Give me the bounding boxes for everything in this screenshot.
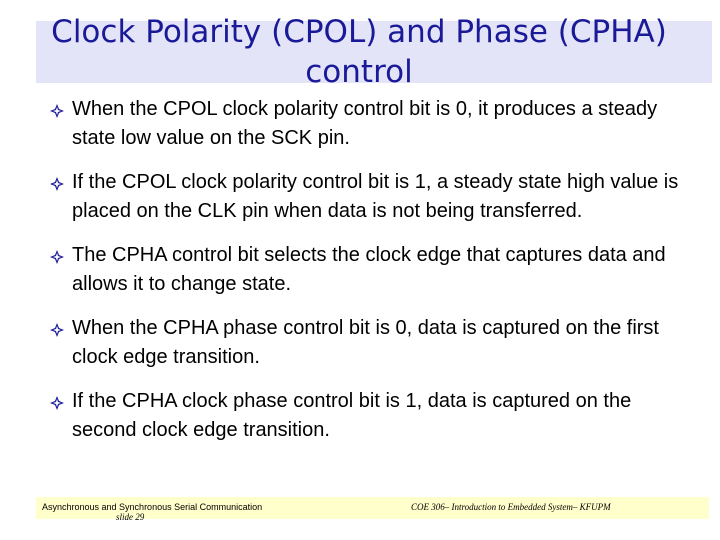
slide-footer <box>36 497 709 522</box>
bullet-text: If the CPHA clock phase control bit is 1, data is captured on the second clock edge transition. <box>72 390 632 441</box>
bullet-item <box>50 95 700 153</box>
bullet-text: If the CPOL clock polarity control bit is 1, a steady state high value is placed on the CLK pin when data is not being transferred. <box>72 171 679 222</box>
bullet-item <box>50 168 700 226</box>
footer-slide-number: slide 29 <box>116 512 145 522</box>
bullet-text: When the CPOL clock polarity control bit is 0, it produces a steady state low value on the SCK pin. <box>72 98 658 149</box>
bullet-item <box>50 387 700 445</box>
diamond-bullet-icon <box>50 323 64 337</box>
footer-course-info: COE 306– Introduction to Embedded System– KFUPM <box>411 502 611 512</box>
bullet-text: When the CPHA phase control bit is 0, data is captured on the first clock edge transition. <box>72 317 659 368</box>
diamond-bullet-icon <box>50 104 64 118</box>
diamond-bullet-icon <box>50 396 64 410</box>
slide-title: Clock Polarity (CPOL) and Phase (CPHA) control <box>51 14 667 90</box>
diamond-bullet-icon <box>50 250 64 264</box>
bullet-list <box>50 95 700 460</box>
footer-course-title: Asynchronous and Synchronous Serial Communication <box>42 502 263 512</box>
bullet-item <box>50 241 700 299</box>
bullet-text: The CPHA control bit selects the clock edge that captures data and allows it to change state. <box>72 244 666 295</box>
bullet-item <box>50 314 700 372</box>
diamond-bullet-icon <box>50 177 64 191</box>
